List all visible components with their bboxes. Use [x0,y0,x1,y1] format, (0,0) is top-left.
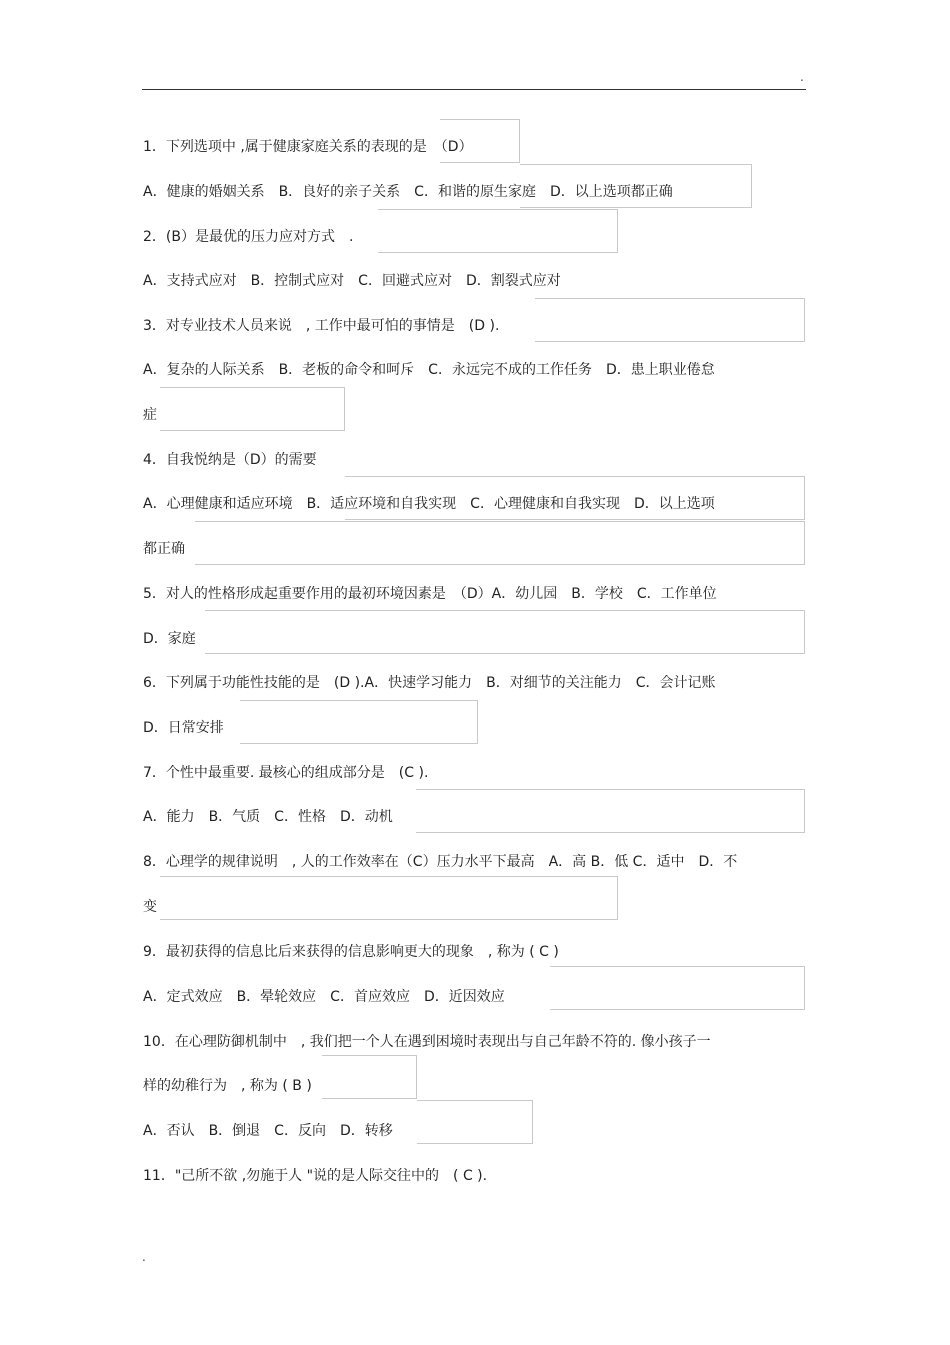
artifact-box [378,209,618,253]
question-11: 11．"己所不欲 ,勿施于人 "说的是人际交往中的 ( C ). [143,1168,488,1184]
question-5: 5．对人的性格形成起重要作用的最初环境因素是 （D）A．幼儿园 B．学校 C．工作单位 [143,586,717,602]
question-8: 8．心理学的规律说明 , 人的工作效率在（C）压力水平下最高 A．高 B．低 C．适中 D．不 [143,854,738,870]
artifact-box [205,610,805,654]
question-3-options: A．复杂的人际关系 B．老板的命令和呵斥 C．永远完不成的工作任务 D．患上职业倦怠 [143,362,715,378]
artifact-box [322,1055,417,1099]
footer-page-mark: . [142,1250,146,1264]
header-rule [142,89,806,90]
artifact-box [240,700,478,744]
question-3-options-cont: 症 [143,407,157,423]
artifact-box [195,521,805,565]
question-7: 7．个性中最重要. 最核心的组成部分是 (C ). [143,765,429,781]
question-10: 10．在心理防御机制中 , 我们把一个人在遇到困境时表现出与自己年龄不符的. 像小孩子一 [143,1034,711,1050]
question-2: 2．(B）是最优的压力应对方式 . [143,229,354,245]
question-4-options: A．心理健康和适应环境 B．适应环境和自我实现 C．心理健康和自我实现 D．以上选项 [143,496,715,512]
question-1-options: A．健康的婚姻关系 B．良好的亲子关系 C．和谐的原生家庭 D．以上选项都正确 [143,184,673,200]
question-4-options-cont: 都正确 [143,541,185,557]
question-10-cont: 样的幼稚行为 , 称为 ( B ) [143,1078,312,1094]
question-10-options: A．否认 B．倒退 C．反向 D．转移 [143,1123,393,1139]
header-corner-mark: . [800,70,804,84]
artifact-box [535,298,805,342]
question-6: 6．下列属于功能性技能的是 (D ).A．快速学习能力 B．对细节的关注能力 C．会计记账 [143,675,716,691]
question-2-options: A．支持式应对 B．控制式应对 C．回避式应对 D．割裂式应对 [143,273,561,289]
question-7-options: A．能力 B．气质 C．性格 D．动机 [143,809,393,825]
question-9-options: A．定式效应 B．晕轮效应 C．首应效应 D．近因效应 [143,989,505,1005]
question-9: 9．最初获得的信息比后来获得的信息影响更大的现象 , 称为 ( C ) [143,944,559,960]
artifact-box [160,387,345,431]
question-6-options-cont: D．日常安排 [143,720,224,736]
artifact-box [550,966,805,1010]
artifact-box [416,789,805,833]
question-1: 1．下列选项中 ,属于健康家庭关系的表现的是 （D） [143,139,473,155]
question-3: 3．对专业技术人员来说 , 工作中最可怕的事情是 (D ). [143,318,500,334]
artifact-box [160,876,618,920]
question-8-options-cont: 变 [143,899,157,915]
question-4: 4．自我悦纳是（D）的需要 [143,452,317,468]
artifact-box [417,1100,533,1144]
question-5-options-cont: D．家庭 [143,631,196,647]
